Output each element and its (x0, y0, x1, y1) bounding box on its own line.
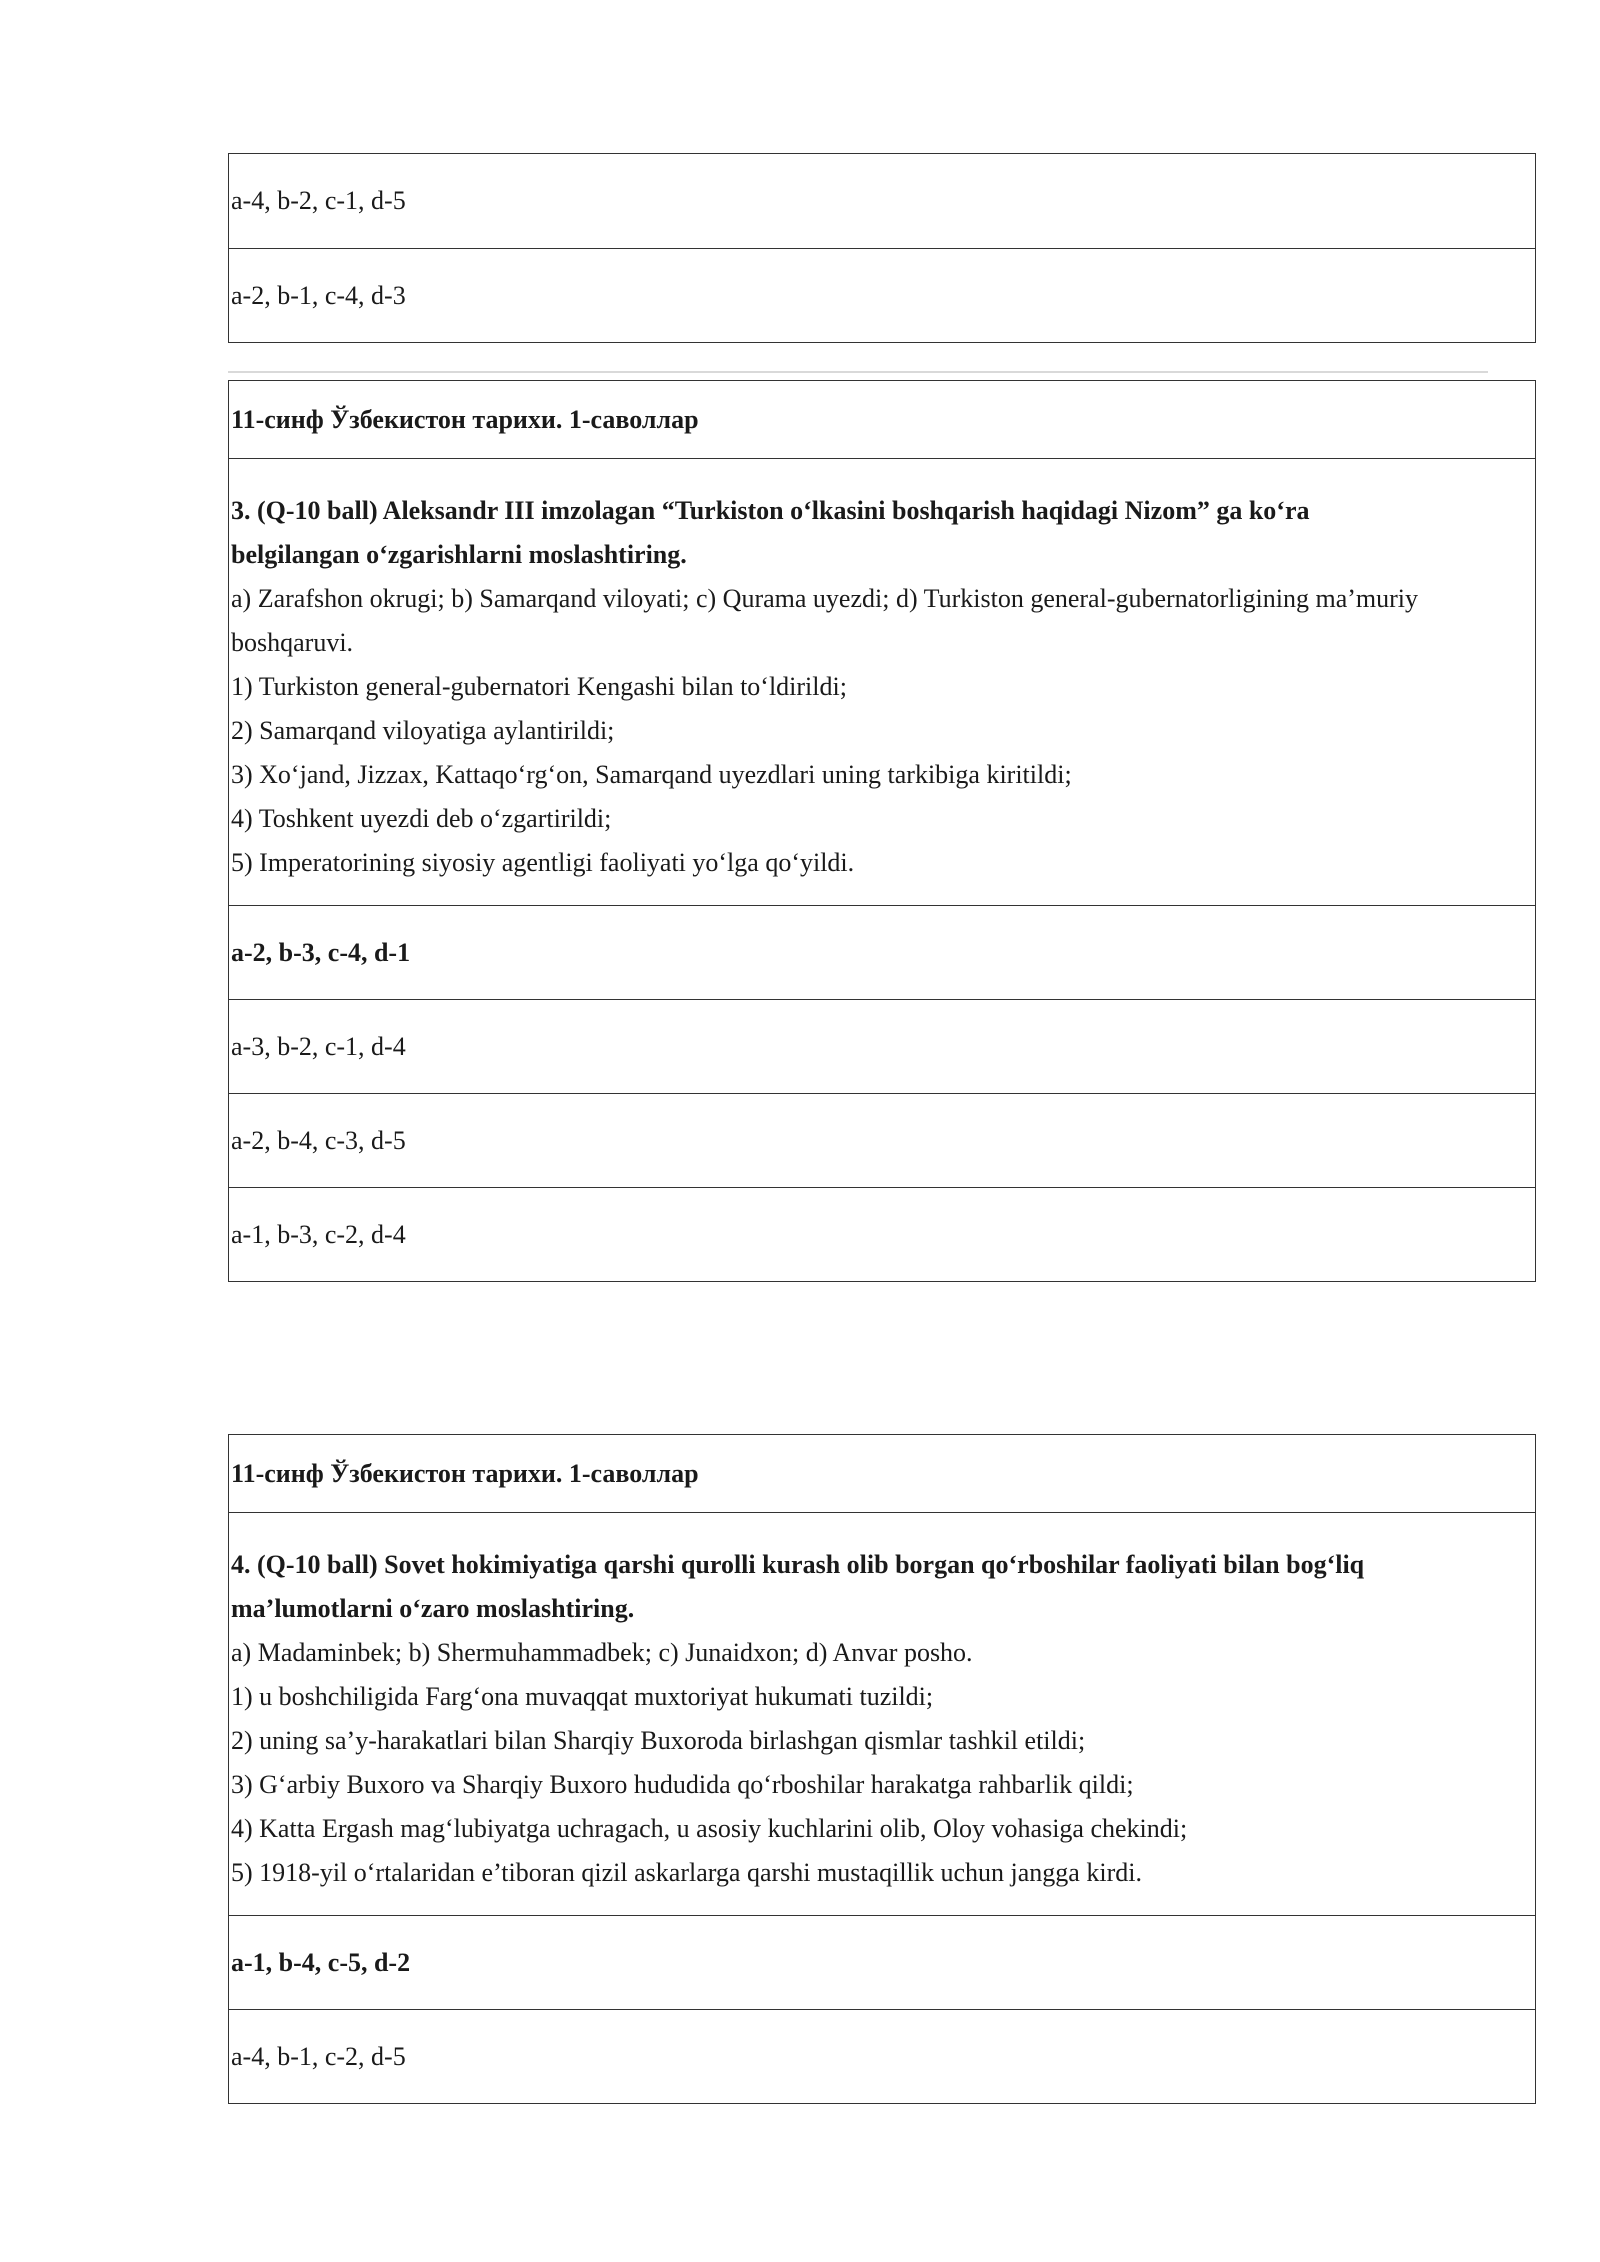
question-title-line: 3. (Q-10 ball) Aleksandr III imzolagan “Turkiston o‘lkasini boshqarish haqidagi Nizom” ga ko‘ra (231, 496, 1310, 525)
answer-option[interactable] (229, 1187, 1535, 1281)
page-divider (228, 371, 1488, 373)
answer-option-correct[interactable] (229, 905, 1535, 999)
question-title-line: belgilangan o‘zgarishlarni moslashtiring. (231, 540, 687, 569)
question-title-line: 4. (Q-10 ball) Sovet hokimiyatiga qarshi qurolli kurash olib borgan qo‘rboshilar faoliyati bilan bog‘liq (231, 1550, 1365, 1579)
question-body-line: 4) Katta Ergash mag‘lubiyatga uchragach, u asosiy kuchlarini olib, Oloy vohasiga chekindi; (231, 1814, 1188, 1843)
answer-option-text: a-3, b-2, c-1, d-4 (231, 1031, 406, 1061)
question-header-text: 11-синф Ўзбекистон тарихи. 1-саволлар (231, 1458, 699, 1488)
question-body-line: a) Madaminbek; b) Shermuhammadbek; c) Junaidxon; d) Anvar posho. (231, 1638, 973, 1667)
question-body-line: 1) u boshchiligida Farg‘ona muvaqqat muxtoriyat hukumati tuzildi; (231, 1682, 934, 1711)
question-header (229, 1435, 1535, 1512)
question-body-line: 2) Samarqand viloyatiga aylantirildi; (231, 716, 615, 745)
question-body-line: a) Zarafshon okrugi; b) Samarqand viloyati; c) Qurama uyezdi; d) Turkiston general-gubernatorligining ma’muriy (231, 584, 1419, 613)
question-body-line: 5) 1918-yil o‘rtalaridan e’tiboran qizil askarlarga qarshi mustaqillik uchun jangga kirdi. (231, 1858, 1142, 1887)
question-table-3 (228, 380, 1536, 1282)
answer-option-text: a-2, b-3, c-4, d-1 (231, 937, 411, 967)
question-body-line: boshqaruvi. (231, 628, 354, 657)
question-body-line: 3) G‘arbiy Buxoro va Sharqiy Buxoro hududida qo‘rboshilar harakatga rahbarlik qildi; (231, 1770, 1134, 1799)
answer-option-text: a-4, b-2, c-1, d-5 (231, 186, 406, 215)
answer-option-text: a-1, b-3, c-2, d-4 (231, 1219, 406, 1249)
answer-option-text: a-2, b-4, c-3, d-5 (231, 1125, 406, 1155)
answer-option[interactable] (229, 248, 1535, 342)
answer-option[interactable] (229, 999, 1535, 1093)
question-body-line: 5) Imperatorining siyosiy agentligi faoliyati yo‘lga qo‘yildi. (231, 848, 855, 877)
answer-option[interactable] (229, 2009, 1535, 2103)
answer-option[interactable] (229, 1093, 1535, 1187)
question-content (229, 458, 1535, 905)
question-body-line: 3) Xo‘jand, Jizzax, Kattaqo‘rg‘on, Samarqand uyezdlari uning tarkibiga kiritildi; (231, 760, 1072, 789)
answer-option[interactable] (229, 154, 1535, 248)
question-body-line: 4) Toshkent uyezdi deb o‘zgartirildi; (231, 804, 612, 833)
question-title-line: ma’lumotlarni o‘zaro moslashtiring. (231, 1594, 635, 1623)
answer-option-text: a-4, b-1, c-2, d-5 (231, 2041, 406, 2071)
question-table-4 (228, 1434, 1536, 2104)
answer-table-previous (228, 153, 1536, 343)
answer-option-text: a-1, b-4, c-5, d-2 (231, 1947, 411, 1977)
question-header (229, 381, 1535, 458)
question-body-line: 1) Turkiston general-gubernatori Kengashi bilan to‘ldirildi; (231, 672, 847, 701)
question-content (229, 1512, 1535, 1915)
question-body-line: 2) uning sa’y-harakatlari bilan Sharqiy Buxoroda birlashgan qismlar tashkil etildi; (231, 1726, 1086, 1755)
question-header-text: 11-синф Ўзбекистон тарихи. 1-саволлар (231, 404, 699, 434)
answer-option-text: a-2, b-1, c-4, d-3 (231, 280, 406, 310)
answer-option-correct[interactable] (229, 1915, 1535, 2009)
